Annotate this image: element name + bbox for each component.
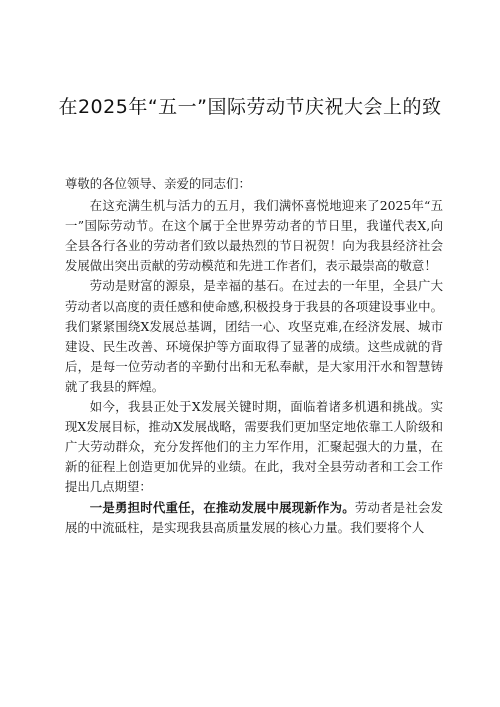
- paragraph-4: [65, 498, 443, 538]
- document-title: 在2025年“五一”国际劳动节庆祝大会上的致: [58, 96, 442, 118]
- salutation: 尊敬的各位领导、亲爱的同志们：: [65, 176, 251, 191]
- document-body: [65, 174, 443, 538]
- paragraph-4-text: 劳动者是社会发展的中流砥柱，是实现我县高质量发展的核心力量。我们要将个人: [65, 499, 444, 535]
- paragraph-3-text: 如今，我县正处于X发展关键时期，面临着诸多机遇和挑战。实现X发展目标，推动X发展战略，需要我们更加坚定地依靠工人阶级和广大劳动群众，充分发挥他们的主力军作用，汇聚起强大的力量，在新的征程上创造更加优异的业绩。在此，我对全县劳动者和工会工作提出几点期望：: [65, 399, 443, 495]
- paragraph-3: [65, 397, 443, 497]
- paragraph-1: [65, 196, 443, 276]
- paragraph-2-text: 劳动是财富的源泉，是幸福的基石。在过去的一年里，全县广大劳动者以高度的责任感和使命感,积极投身于我县的各项建设事业中。我们紧紧围绕X发展总基调，团结一心、攻坚克难,在经济发展、城市建设、民生改善、环境保护等方面取得了显著的成绩。这些成就的背后，是每一位劳动者的辛勤付出和无私奉献，是大家用汗水和智慧铸就了我县的辉煌。: [65, 278, 443, 394]
- paragraph-1-text: 在这充满生机与活力的五月，我们满怀喜悦地迎来了2025年“五一”国际劳动节。在这个属于全世界劳动者的节日里，我谨代表X,向全县各行各业的劳动者们致以最热烈的节日祝贺！向为我县经济社会发展做出突出贡献的劳动模范和先进工作者们，表示最崇高的敬意！: [65, 198, 443, 274]
- paragraph-2: [65, 276, 443, 397]
- paragraph-4-lead: 一是勇担时代重任，在推动发展中展现新作为。: [89, 499, 355, 515]
